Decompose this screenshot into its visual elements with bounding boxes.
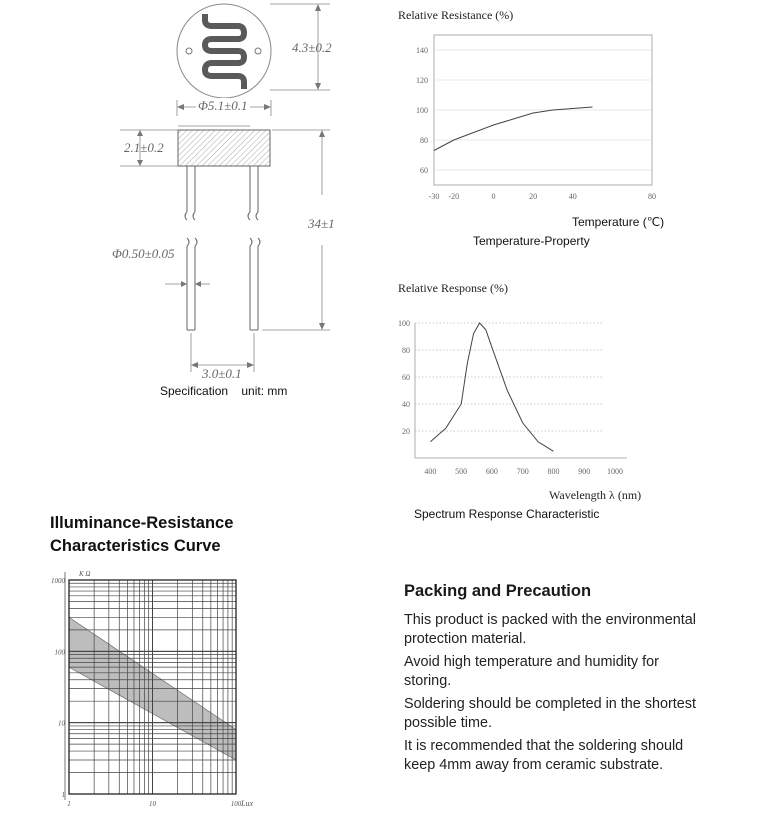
- temp-y-tick-label: 80: [420, 136, 428, 145]
- lead-break-top: [185, 212, 258, 220]
- spectrum-x-tick-label: 900: [578, 467, 591, 476]
- lead-hole-right: [255, 48, 261, 54]
- temp-x-tick-label: 80: [648, 192, 656, 201]
- spectrum-chart-caption: Spectrum Response Characteristic: [414, 507, 600, 521]
- illuminance-unit-label: K Ω: [79, 570, 91, 578]
- dim-thickness-label: 2.1±0.2: [124, 140, 164, 155]
- sensor-serpentine-track: [205, 14, 244, 89]
- illuminance-x-tick-label: 1: [67, 800, 71, 808]
- spec-svg: [0, 0, 360, 400]
- temp-series-line: [434, 107, 593, 151]
- temp-y-tick-label: 140: [416, 46, 428, 55]
- illuminance-title-line2: Characteristics Curve: [50, 537, 221, 555]
- temp-y-tick-label: 100: [416, 106, 428, 115]
- spectrum-y-tick-label: 20: [402, 427, 410, 436]
- dim-diameter-label: Φ5.1±0.1: [198, 98, 248, 113]
- packing-title: Packing and Precaution: [404, 582, 592, 600]
- temp-x-tick-label: 0: [491, 192, 496, 201]
- packing-paragraphs: [404, 611, 704, 779]
- spectrum-y-tick-label: 60: [402, 373, 410, 382]
- dim-height-label: 4.3±0.2: [292, 40, 332, 55]
- spectrum-y-tick-label: 40: [402, 400, 410, 409]
- dim-lead-diameter-label: Φ0.50±0.05: [112, 246, 175, 261]
- spectrum-chart-xlabel: Wavelength λ (nm): [549, 488, 642, 502]
- spectrum-x-tick-label: 400: [424, 467, 437, 476]
- illuminance-y-tick-label: 1: [61, 791, 65, 799]
- illuminance-x-tick-label: 100: [230, 800, 242, 808]
- spectrum-chart-title: Relative Response (%): [398, 281, 508, 295]
- spectrum-x-tick-label: 800: [547, 467, 560, 476]
- spectrum-y-tick-label: 80: [402, 346, 410, 355]
- temp-chart: [400, 25, 665, 210]
- spectrum-x-tick-label: 600: [485, 467, 498, 476]
- illuminance-y-tick-label: 100: [54, 648, 65, 657]
- temp-x-tick-label: -30: [428, 192, 440, 201]
- sensor-side-body: [178, 130, 270, 166]
- temp-x-tick-label: 40: [568, 192, 577, 201]
- illuminance-y-tick-label: 1000: [51, 577, 65, 585]
- illuminance-chart: [40, 568, 270, 813]
- temp-chart-caption: Temperature-Property: [473, 234, 590, 248]
- temp-chart-title: Relative Resistance (%): [398, 8, 514, 22]
- packing-paragraph: It is recommended that the soldering should keep 4mm away from ceramic substrate.: [404, 738, 684, 773]
- packing-paragraph: Avoid high temperature and humidity for storing.: [404, 654, 659, 689]
- illuminance-x-unit-label: Lux: [241, 799, 253, 808]
- illuminance-y-tick-label: 10: [58, 719, 65, 728]
- dim-pitch-label: 3.0±0.1: [202, 366, 242, 381]
- spectrum-series-line: [430, 323, 553, 451]
- temp-x-tick-label: -20: [448, 192, 460, 201]
- spectrum-x-tick-label: 1000: [607, 467, 623, 476]
- specification-drawing: [0, 0, 360, 400]
- packing-paragraph: Soldering should be completed in the shortest possible time.: [404, 696, 696, 731]
- temp-y-tick-label: 120: [416, 76, 428, 85]
- dim-lead-length-label: 34±1: [308, 216, 335, 231]
- packing-paragraph: This product is packed with the environmental protection material.: [404, 612, 696, 647]
- illuminance-x-tick-label: 10: [149, 800, 156, 808]
- temp-chart-xlabel: Temperature (℃): [572, 215, 665, 229]
- temp-y-tick-label: 60: [420, 166, 428, 175]
- spectrum-chart: [395, 315, 635, 480]
- spectrum-x-tick-label: 500: [455, 467, 468, 476]
- illuminance-title-line1: Illuminance-Resistance: [50, 514, 234, 532]
- lead-break-bottom: [187, 238, 260, 246]
- spec-caption: Specification unit: mm: [160, 384, 288, 398]
- lead-hole-left: [186, 48, 192, 54]
- temp-x-tick-label: 20: [529, 192, 538, 201]
- spectrum-x-tick-label: 700: [516, 467, 529, 476]
- spectrum-y-tick-label: 100: [398, 319, 410, 328]
